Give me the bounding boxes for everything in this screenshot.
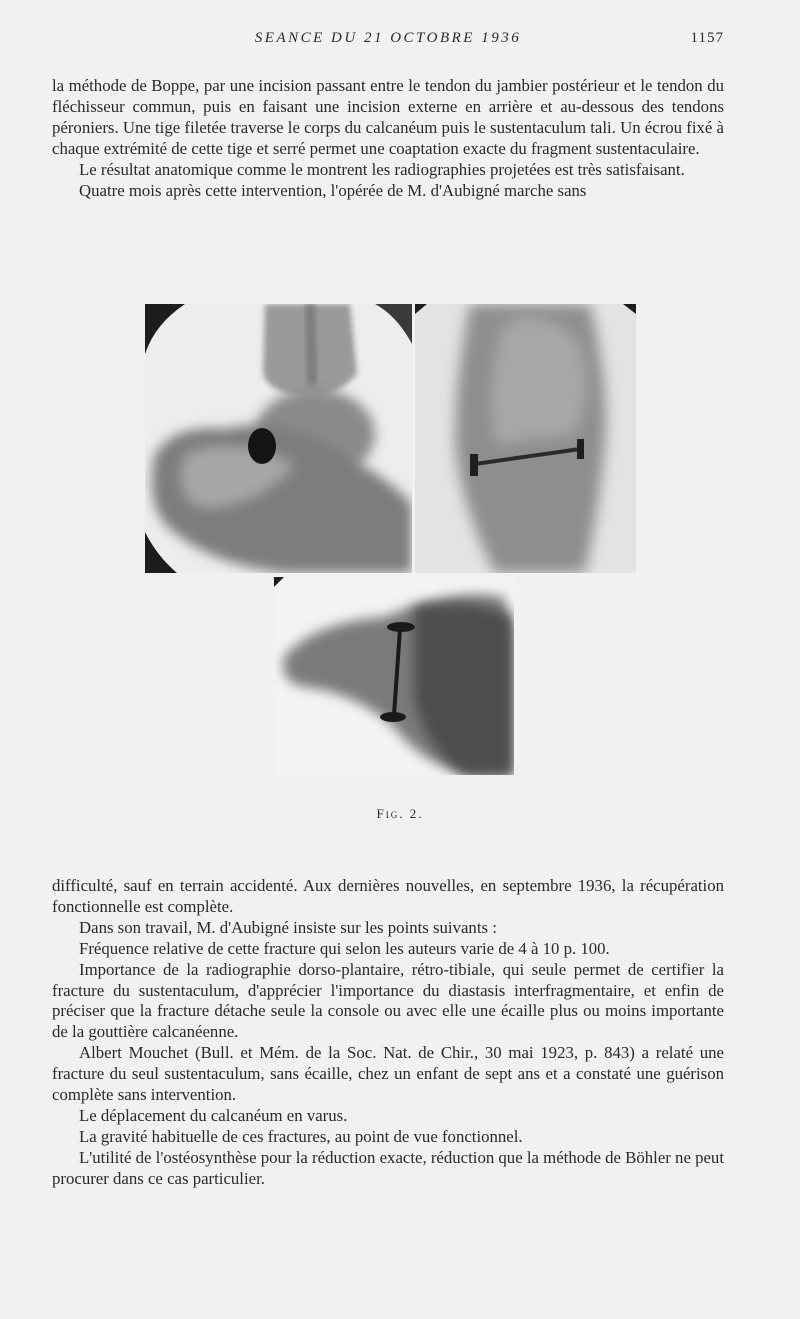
radiograph-axial-view <box>415 304 636 573</box>
text-block-bottom <box>52 876 724 1190</box>
paragraph: Le résultat anatomique comme le montrent les radiographies projetées est très satisfaisant. <box>79 159 685 179</box>
paragraph: Dans son travail, M. d'Aubigné insiste sur les points suivants : <box>79 917 497 937</box>
radiograph-plantar-view <box>274 577 514 775</box>
running-head <box>52 30 724 54</box>
paragraph: Albert Mouchet (Bull. et Mém. de la Soc. Nat. de Chir., 30 mai 1923, p. 843) a relaté une fracture du seul sustentaculum, sans écaille, chez un enfant de sept ans et a constaté une guérison complète sans intervention. <box>52 1043 724 1105</box>
paragraph: La gravité habituelle de ces fractures, au point de vue fonctionnel. <box>79 1126 523 1146</box>
radiograph-lateral-view <box>145 304 412 573</box>
paragraph: Quatre mois après cette intervention, l'opérée de M. d'Aubigné marche sans <box>79 180 587 200</box>
paragraph: Le déplacement du calcanéum en varus. <box>79 1105 348 1125</box>
paragraph: L'utilité de l'ostéosynthèse pour la réduction exacte, réduction que la méthode de Böhler ne peut procurer dans ce cas particulier. <box>52 1147 724 1188</box>
paragraph: Importance de la radiographie dorso-plantaire, rétro-tibiale, qui seule permet de certifier la fracture du sustentaculum, d'apprécier l'importance du diastasis interfragmentaire, et enfin de préciser que la fracture détache seule la console ou avec elle une écaille plus ou moins importante de la gouttière calcanéenne. <box>52 959 724 1042</box>
page-number: 1157 <box>690 30 724 46</box>
text-block-top <box>52 76 724 201</box>
figure-caption: Fig. 2. <box>376 806 424 821</box>
paragraph: Fréquence relative de cette fracture qui selon les auteurs varie de 4 à 10 p. 100. <box>79 938 610 958</box>
paragraph: difficulté, sauf en terrain accidenté. Aux dernières nouvelles, en septembre 1936, la récupération fonctionnelle est complète. <box>52 876 724 916</box>
running-title: SEANCE DU 21 OCTOBRE 1936 <box>254 30 522 46</box>
paragraph: la méthode de Boppe, par une incision passant entre le tendon du jambier postérieur et le tendon du fléchisseur commun, puis en faisant une incision externe en arrière et au-dessous des tendons péroniers. Une tige filetée traverse le corps du calcanéum puis le sustentaculum tali. Un écrou fixé à chaque extrémité de cette tige et serré permet une coaptation exacte du fragment sustentaculaire. <box>52 76 724 158</box>
